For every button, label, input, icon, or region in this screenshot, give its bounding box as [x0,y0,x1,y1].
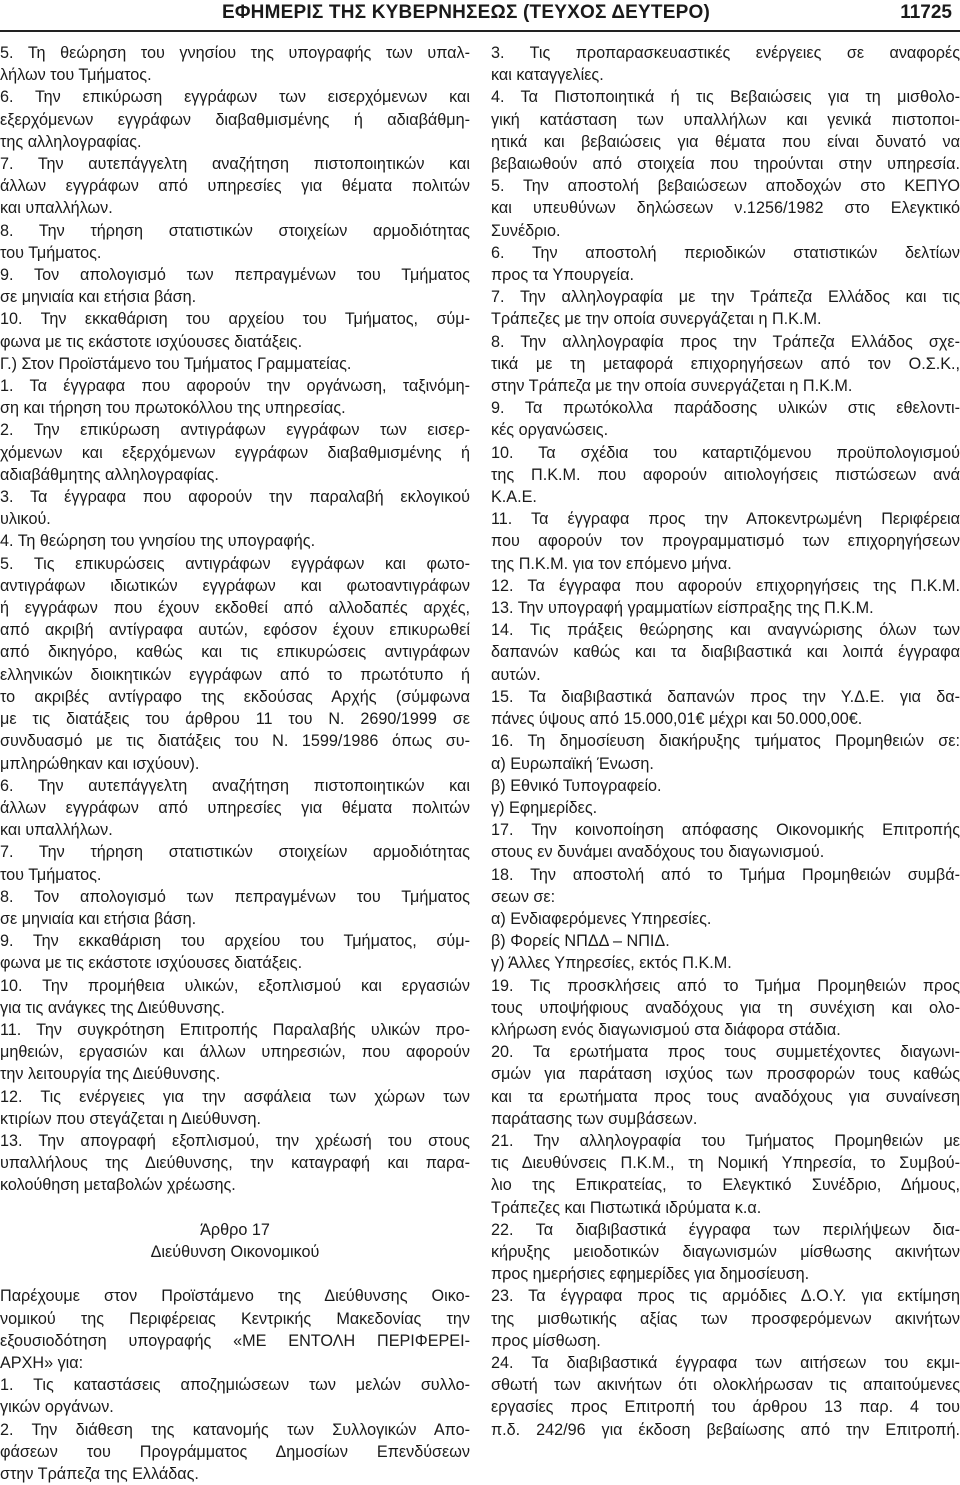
text-line: τις Διευθύνσεις Π.Κ.Μ., τη Νομική Υπηρεσία, το Συμβού- [491,1154,960,1173]
text-line: της Π.Κ.Μ. για τον επόμενο μήνα. [491,554,732,573]
text-line: συνδυασμό με τις διατάξεις του Ν. 1599/1986 όπως συ- [0,732,470,751]
text-line: το ακριβές αντίγραφο της εκδούσας Αρχής (σύμφωνα [0,687,470,706]
text-line: 18. Την αποστολή από το Τμήμα Προμηθειών συμβά- [491,865,960,884]
text-line: 1. Τα έγγραφα που αφορούν την οργάνωση, ταξινόμη- [0,377,470,396]
text-line: 2. Την επικύρωση αντιγράφων εγγράφων των εισερ- [0,421,470,440]
article-number: Άρθρο 17 [200,1220,270,1239]
text-line: β) Εθνικό Τυπογραφείο. [491,776,662,795]
text-line: γ) Άλλες Υπηρεσίες, εκτός Π.Κ.Μ. [491,954,732,973]
text-line: 6. Την επικύρωση εγγράφων των εισερχόμενων και [0,88,470,107]
text-line: εξερχόμενων εγγράφων διαβαθμισμένης ή αδιαβάθμη- [0,110,470,129]
text-line: πάνες ύψους από 15.000,01€ μέχρι και 50.000,00€. [491,710,863,729]
text-line: φάσεων του Προγράμματος Δημοσίων Επενδύσεων [0,1442,470,1461]
text-line: 24. Τα διαβιβαστικά έγγραφα των αιτήσεων του εκμι- [491,1353,960,1372]
text-line: 13. Την απογραφή εξοπλισμού, την χρέωσή του στους [0,1131,470,1150]
text-line: 22. Τα διαβιβαστικά έγγραφα των περιλήψεων δια- [491,1220,960,1239]
header-rule [0,30,960,32]
text-line: σμών για παράταση ισχύος των προσφορών τους καθώς [491,1065,960,1084]
text-line: άλλων εγγράφων από υπηρεσίες για θέματα πολιτών [0,798,470,817]
text-line: 10. Την προμήθεια υλικών, εξοπλισμού και εργασιών [0,976,470,995]
text-line: 21. Την αλληλογραφία του Τμήματος Προμηθειών με [491,1131,960,1150]
text-line: 16. Τη δημοσίευση διακήρυξης τμήματος Προμηθειών σε: [491,732,960,751]
text-line: ητικά και βεβαιώσεις για θέματα που είναι δυνατό να [491,132,960,151]
text-line: γική κατάσταση των υπαλλήλων και γενικά πιστοποι- [491,110,960,129]
text-line: στην Τράπεζα με την οποία συνεργάζεται η Π.Κ.Μ. [491,377,853,396]
text-line: 10. Τα σχέδια του καταρτιζόμενου προϋπολογισμού [491,443,960,462]
text-line: 10. Την εκκαθάριση του αρχείου του Τμήματος, σύμ- [0,310,470,329]
text-line: και υπαλλήλων. [0,821,113,840]
text-line: κτιρίων που στεγάζεται η Διεύθυνση. [0,1109,261,1128]
text-line: 5. Την αποστολή βεβαιώσεων αποδοχών στο ΚΕΠΥΟ [491,177,960,196]
text-line: 9. Τα πρωτόκολλα παράδοσης υλικών στις εθελοντι- [491,399,960,418]
text-line: κολούθηση μεταβολών χρέωσης. [0,1176,236,1195]
text-line: 7. Την αλληλογραφία με την Τράπεζα Ελλάδος και τις [491,288,960,307]
text-line: τους υποψήφιους αναδόχους για τη συνέχιση και ολο- [491,998,960,1017]
text-line: τικά με τη μεταφορά επιχορηγήσεων από τον Ο.Σ.Κ., [491,354,960,373]
text-line: 4. Τη θεώρηση του γνησίου της υπογραφής. [0,532,316,551]
text-line: που αφορούν τον προγραμματισμό των επιχορηγήσεων [491,532,960,551]
text-line: λιο της Επικρατείας, το Ελεγκτικό Συνέδριο, Δήμους, [491,1176,960,1195]
text-line: 12. Τα έγγραφα που αφορούν επιχορηγήσεις της Π.Κ.Μ. [491,576,960,595]
text-line: της μισθωτικής αξίας των προσφερόμενων ακινήτων [491,1309,960,1328]
text-line: άλλων εγγράφων από υπηρεσίες για θέματα πολιτών [0,177,470,196]
spacer [0,1197,470,1219]
text-line: 7. Την τήρηση στατιστικών στοιχείων αρμοδιότητας [0,843,470,862]
text-line: 8. Τον απολογισμό των πεπραγμένων του Τμήματος [0,887,470,906]
text-line: 7. Την αυτεπάγγελτη αναζήτηση πιστοποιητικών και [0,155,470,174]
text-line: π.δ. 242/96 για έκδοση βεβαίωσης από την Επιτροπή. [491,1420,960,1439]
text-line: λήλων του Τμήματος. [0,66,152,85]
text-line: 2. Την διάθεση της κατανομής των Συλλογικών Απο- [0,1420,470,1439]
text-line: ΑΡΧΗ» για: [0,1353,84,1372]
text-line: υπαλλήλους της Διεύθυνσης, την καταγραφή και παρα- [0,1154,470,1173]
text-line: α) Ευρωπαϊκή Ένωση. [491,754,654,773]
text-line: χόμενων και εξερχόμενων εγγράφων διαβαθμισμένης ή [0,443,470,462]
text-line: κλήρωση ενός διαγωνισμού στα διάφορα στάδια. [491,1020,841,1039]
text-line: παράτασης των συμβάσεων. [491,1109,698,1128]
text-line: προς ημερήσιες εφημερίδες για δημοσίευση. [491,1265,810,1284]
gazette-title: ΕΦΗΜΕΡΙΣ ΤΗΣ ΚΥΒΕΡΝΗΣΕΩΣ (ΤΕΥΧΟΣ ΔΕΥΤΕΡΟ) [222,2,710,23]
text-line: μηθειών, εργασιών και άλλων υπηρεσιών, που αφορούν [0,1043,470,1062]
text-line: προς τα Υπουργεία. [491,266,634,285]
text-line: στους εν δυνάμει αναδόχους του διαγωνισμού. [491,843,825,862]
text-line: αδιαβάθμητης αλληλογραφίας. [0,465,219,484]
text-line: 8. Την τήρηση στατιστικών στοιχείων αρμοδιότητας [0,221,470,240]
text-line: βεβαιωθούν από στοιχεία που τηρούνται στην υπηρεσία. [491,155,960,174]
text-line: κές οργανώσεις. [491,421,609,440]
text-line: αντιγράφων ιδιωτικών εγγράφων και φωτοαντιγράφων [0,576,470,595]
text-line: με τις διατάξεις του άρθρου 11 του Ν. 2690/1999 σε [0,710,470,729]
text-line: ή εγγράφων που έχουν εκδοθεί από αλλοδαπές αρχές, [0,599,470,618]
text-line: 3. Τις προπαρασκευαστικές ενέργειες σε αναφορές [491,44,960,62]
article-title: Διεύθυνση Οικονομικού [150,1242,320,1261]
text-line: 5. Τη θεώρηση του γνησίου της υπογραφής των υπαλ- [0,44,470,62]
text-line: 11. Τα έγγραφα προς την Αποκεντρωμένη Περιφέρεια [491,510,960,529]
left-column [0,42,470,1485]
text-line: 1. Τις καταστάσεις αποζημιώσεων των μελών συλλο- [0,1376,470,1395]
text-line: Τράπεζες και Πιστωτικά ιδρύματα κ.α. [491,1198,762,1217]
text-line: σε μηνιαία και ετήσια βάση. [0,909,197,928]
text-line: 11. Την συγκρότηση Επιτροπής Παραλαβής υλικών προ- [0,1020,470,1039]
text-line: σε μηνιαία και ετήσια βάση. [0,288,197,307]
text-line: Γ.) Στον Προϊστάμενο του Τμήματος Γραμματείας. [0,354,352,373]
text-line: 9. Τον απολογισμό των πεπραγμένων του Τμήματος [0,266,470,285]
text-line: Κ.Α.Ε. [491,488,537,507]
text-line: 14. Τις πράξεις θεώρησης και αναγνώρισης όλων των [491,621,960,640]
text-line: της Π.Κ.Μ. που αφορούν αιτιολογήσεις πιστώσεων ανά [491,465,960,484]
text-line: προς μίσθωση. [491,1331,601,1350]
text-line: 15. Τα διαβιβαστικά δαπανών προς την Υ.Δ.Ε. για δα- [491,687,960,706]
text-line: αυτών. [491,665,541,684]
text-line: υλικού. [0,510,51,529]
text-line: από ακριβή αντίγραφα αυτών, εφόσον έχουν επικυρωθεί [0,621,470,640]
text-line: και υπαλλήλων. [0,199,113,218]
text-line: 23. Τα έγγραφα προς τις αρμόδιες Δ.Ο.Υ. για εκτίμηση [491,1287,960,1306]
text-line: σεων σε: [491,887,556,906]
text-line: Παρέχουμε στον Προϊστάμενο της Διεύθυνσης Οικο- [0,1287,470,1306]
text-line: 6. Την αυτεπάγγελτη αναζήτηση πιστοποιητικών και [0,776,470,795]
text-line: 9. Την εκκαθάριση του αρχείου του Τμήματος, σύμ- [0,932,470,951]
text-line: μπληρώθηκαν και ισχύουν). [0,754,200,773]
text-line: φωνα με τις εκάστοτε ισχύουσες διατάξεις. [0,332,303,351]
spacer [0,1263,470,1285]
text-line: 6. Την αποστολή περιοδικών στατιστικών δελτίων [491,243,960,262]
text-line: της αλληλογραφίας. [0,132,142,151]
text-line: νομικού της Περιφέρειας Κεντρικής Μακεδονίας την [0,1309,470,1328]
text-line: β) Φορείς ΝΠΔΔ – ΝΠΙΔ. [491,932,670,951]
text-line: του Τμήματος. [0,243,102,262]
text-line: στην Τράπεζα της Ελλάδας. [0,1464,199,1483]
text-line: την λειτουργία της Διεύθυνσης. [0,1065,221,1084]
text-line: εργασίες προς Επιτροπή του άρθρου 13 παρ. 4 του [491,1398,960,1417]
page-number: 11725 [900,2,952,23]
text-line: κήρυξης μειοδοτικών διαγωνισμών μίσθωσης ακινήτων [491,1242,960,1261]
text-line: και καταγγελίες. [491,66,604,85]
text-line: 20. Τα ερωτήματα προς τους συμμετέχοντες διαγωνι- [491,1043,960,1062]
text-line: φωνα με τις εκάστοτε ισχύουσες διατάξεις. [0,954,303,973]
text-line: 13. Την υπογραφή γραμματίων είσπραξης της Π.Κ.Μ. [491,599,874,618]
text-line: 5. Τις επικυρώσεις αντιγράφων εγγράφων και φωτο- [0,554,470,573]
text-line: γ) Εφημερίδες. [491,798,598,817]
text-line: 19. Τις προσκλήσεις από το Τμήμα Προμηθειών προς [491,976,960,995]
text-line: Τράπεζες με την οποία συνεργάζεται η Π.Κ.Μ. [491,310,822,329]
text-line: από δικηγόρο, καθώς και τις επικυρώσεις αντιγράφων [0,643,470,662]
text-line: Συνέδριο. [491,221,561,240]
text-line: ελληνικών διοικητικών εγγράφων από το πρωτότυπο ή [0,665,470,684]
page-header [0,0,960,30]
text-line: 8. Την αλληλογραφία προς την Τράπεζα Ελλάδος σχε- [491,332,960,351]
text-line: 17. Την κοινοποίηση απόφασης Οικονομικής Επιτροπής [491,821,960,840]
text-line: του Τμήματος. [0,865,102,884]
text-line: σθωτή των ακινήτων ότι ολοκλήρωσαν τις απαιτούμενες [491,1376,960,1395]
text-line: για τις ανάγκες της Διεύθυνσης. [0,998,225,1017]
text-line: και υπευθύνων δηλώσεων ν.1256/1982 στο Ελεγκτικό [491,199,960,218]
text-line: 4. Τα Πιστοποιητικά ή τις Βεβαιώσεις για τη μισθολο- [491,88,960,107]
text-line: ση και τήρηση του πρωτοκόλλου της υπηρεσίας. [0,399,346,418]
right-column [491,42,960,1441]
text-line: 12. Τις ενέργειες για την ασφάλεια των χώρων των [0,1087,470,1106]
text-line: εξουσιοδότηση υπογραφής «ΜΕ ΕΝΤΟΛΗ ΠΕΡΙΦΕΡΕΙ- [0,1331,470,1350]
text-line: δαπανών καθώς και τα διαβιβαστικά και λοιπά έγγραφα [491,643,960,662]
text-line: γικών οργάνων. [0,1398,114,1417]
text-line: α) Ενδιαφερόμενες Υπηρεσίες. [491,909,712,928]
text-line: 3. Τα έγγραφα που αφορούν την παραλαβή εκλογικού [0,488,470,507]
text-line: και τα ερωτήματα προς τους αναδόχους για συναίνεση [491,1087,960,1106]
